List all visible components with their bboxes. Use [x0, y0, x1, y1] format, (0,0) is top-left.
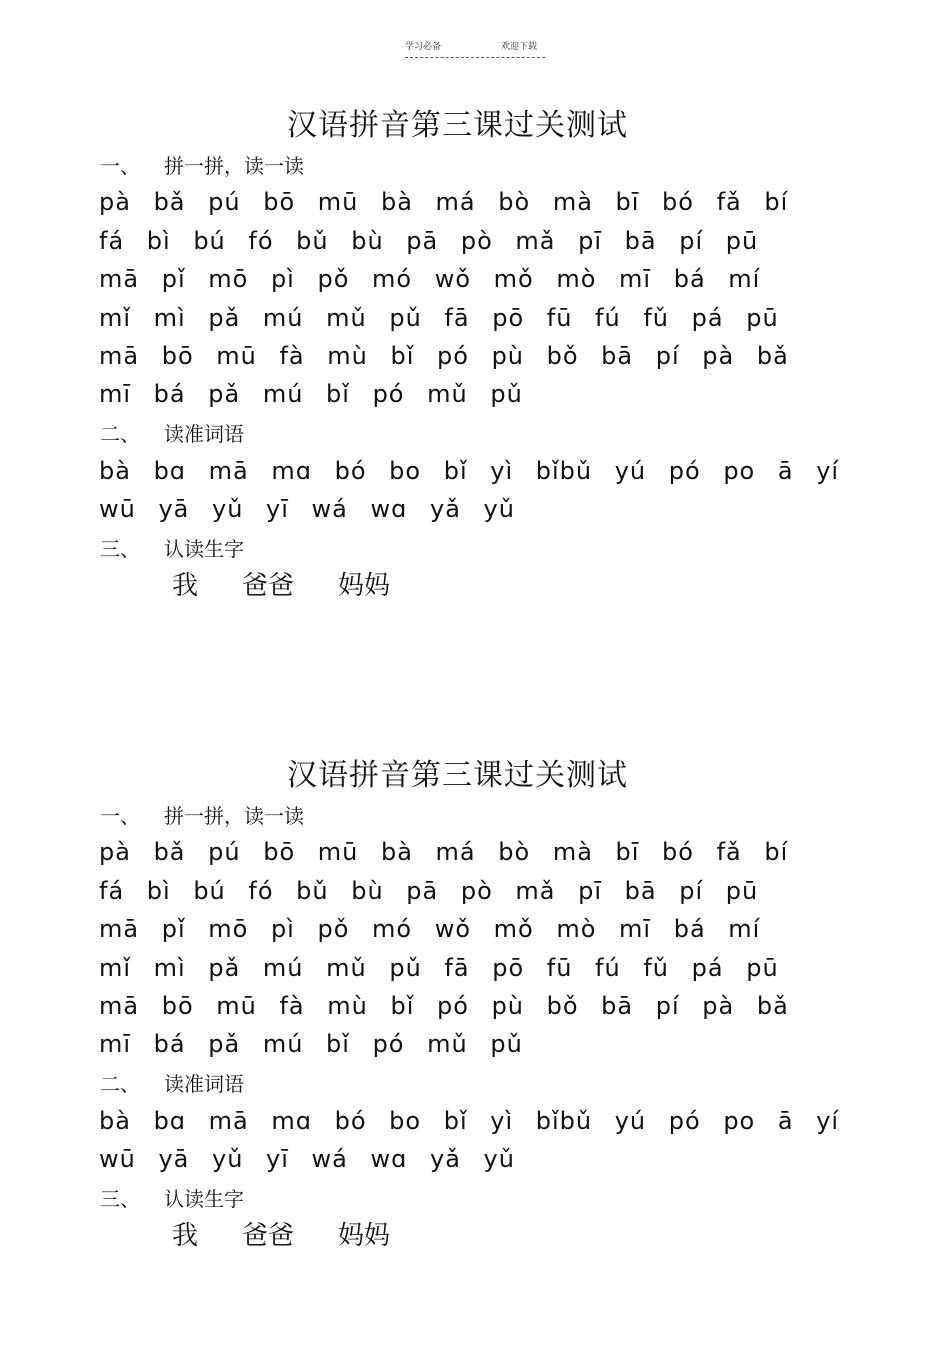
- character-list: [172, 565, 434, 602]
- section-2-heading: [100, 1068, 244, 1097]
- word-line: bà bɑ mā mɑ bó bo bǐ yì bǐbǔ yú pó po ā yí: [99, 457, 840, 485]
- section-label: 认读生字: [164, 537, 244, 561]
- section-label: 读准词语: [164, 1072, 244, 1096]
- pinyin-line: mǐ mì pǎ mú mǔ pǔ fā pō fū fú fǔ pá pū: [99, 304, 779, 332]
- pinyin-line: pà bǎ pú bō mū bà má bò mà bī bó fǎ bí: [99, 188, 789, 216]
- character-item: 妈妈: [338, 1221, 391, 1251]
- section-number: 一、: [100, 804, 140, 828]
- word-line: wū yā yǔ yī wá wɑ yǎ yǔ: [99, 495, 515, 523]
- section-number: 三、: [100, 1187, 140, 1211]
- section-label: 认读生字: [164, 1187, 244, 1211]
- pinyin-line: mā bō mū fà mù bǐ pó pù bǒ bā pí pà bǎ: [99, 342, 789, 370]
- section-number: 二、: [100, 422, 140, 446]
- word-line: bà bɑ mā mɑ bó bo bǐ yì bǐbǔ yú pó po ā yí: [99, 1107, 840, 1135]
- character-item: 我: [172, 1221, 199, 1251]
- pinyin-line: mī bá pǎ mú bǐ pó mǔ pǔ: [99, 380, 523, 408]
- pinyin-line: mā bō mū fà mù bǐ pó pù bǒ bā pí pà bǎ: [99, 992, 789, 1020]
- section-3-heading: [100, 533, 244, 562]
- section-1-heading: [100, 150, 304, 179]
- header-right-text: 欢迎下载: [501, 42, 538, 52]
- test-sheet-2: [0, 650, 950, 1300]
- pinyin-line: pà bǎ pú bō mū bà má bò mà bī bó fǎ bí: [99, 838, 789, 866]
- character-item: 我: [172, 571, 199, 601]
- character-item: 爸爸: [242, 571, 295, 601]
- pinyin-line: mā pǐ mō pì pǒ mó wǒ mǒ mò mī bá mí: [99, 915, 761, 943]
- section-label: 拼一拼，读一读: [164, 154, 304, 178]
- pinyin-line: mī bá pǎ mú bǐ pó mǔ pǔ: [99, 1030, 523, 1058]
- section-1-heading: [100, 800, 304, 829]
- section-number: 一、: [100, 154, 140, 178]
- section-label: 拼一拼，读一读: [164, 804, 304, 828]
- word-line: wū yā yǔ yī wá wɑ yǎ yǔ: [99, 1145, 515, 1173]
- pinyin-line: mā pǐ mō pì pǒ mó wǒ mǒ mò mī bá mí: [99, 265, 761, 293]
- section-number: 二、: [100, 1072, 140, 1096]
- character-list: [172, 1215, 434, 1252]
- header-left-text: 学习必备: [405, 42, 442, 52]
- pinyin-line: fá bì bú fó bǔ bù pā pò mǎ pī bā pí pū: [99, 227, 759, 255]
- section-3-heading: [100, 1183, 244, 1212]
- section-label: 读准词语: [164, 422, 244, 446]
- character-item: 爸爸: [242, 1221, 295, 1251]
- test-title: 汉语拼音第三课过关测试: [287, 108, 628, 143]
- test-sheet-1: [0, 0, 950, 650]
- section-number: 三、: [100, 537, 140, 561]
- pinyin-line: mǐ mì pǎ mú mǔ pǔ fā pō fū fú fǔ pá pū: [99, 954, 779, 982]
- section-2-heading: [100, 418, 244, 447]
- test-title: 汉语拼音第三课过关测试: [287, 758, 628, 793]
- character-item: 妈妈: [338, 571, 391, 601]
- pinyin-line: fá bì bú fó bǔ bù pā pò mǎ pī bā pí pū: [99, 877, 759, 905]
